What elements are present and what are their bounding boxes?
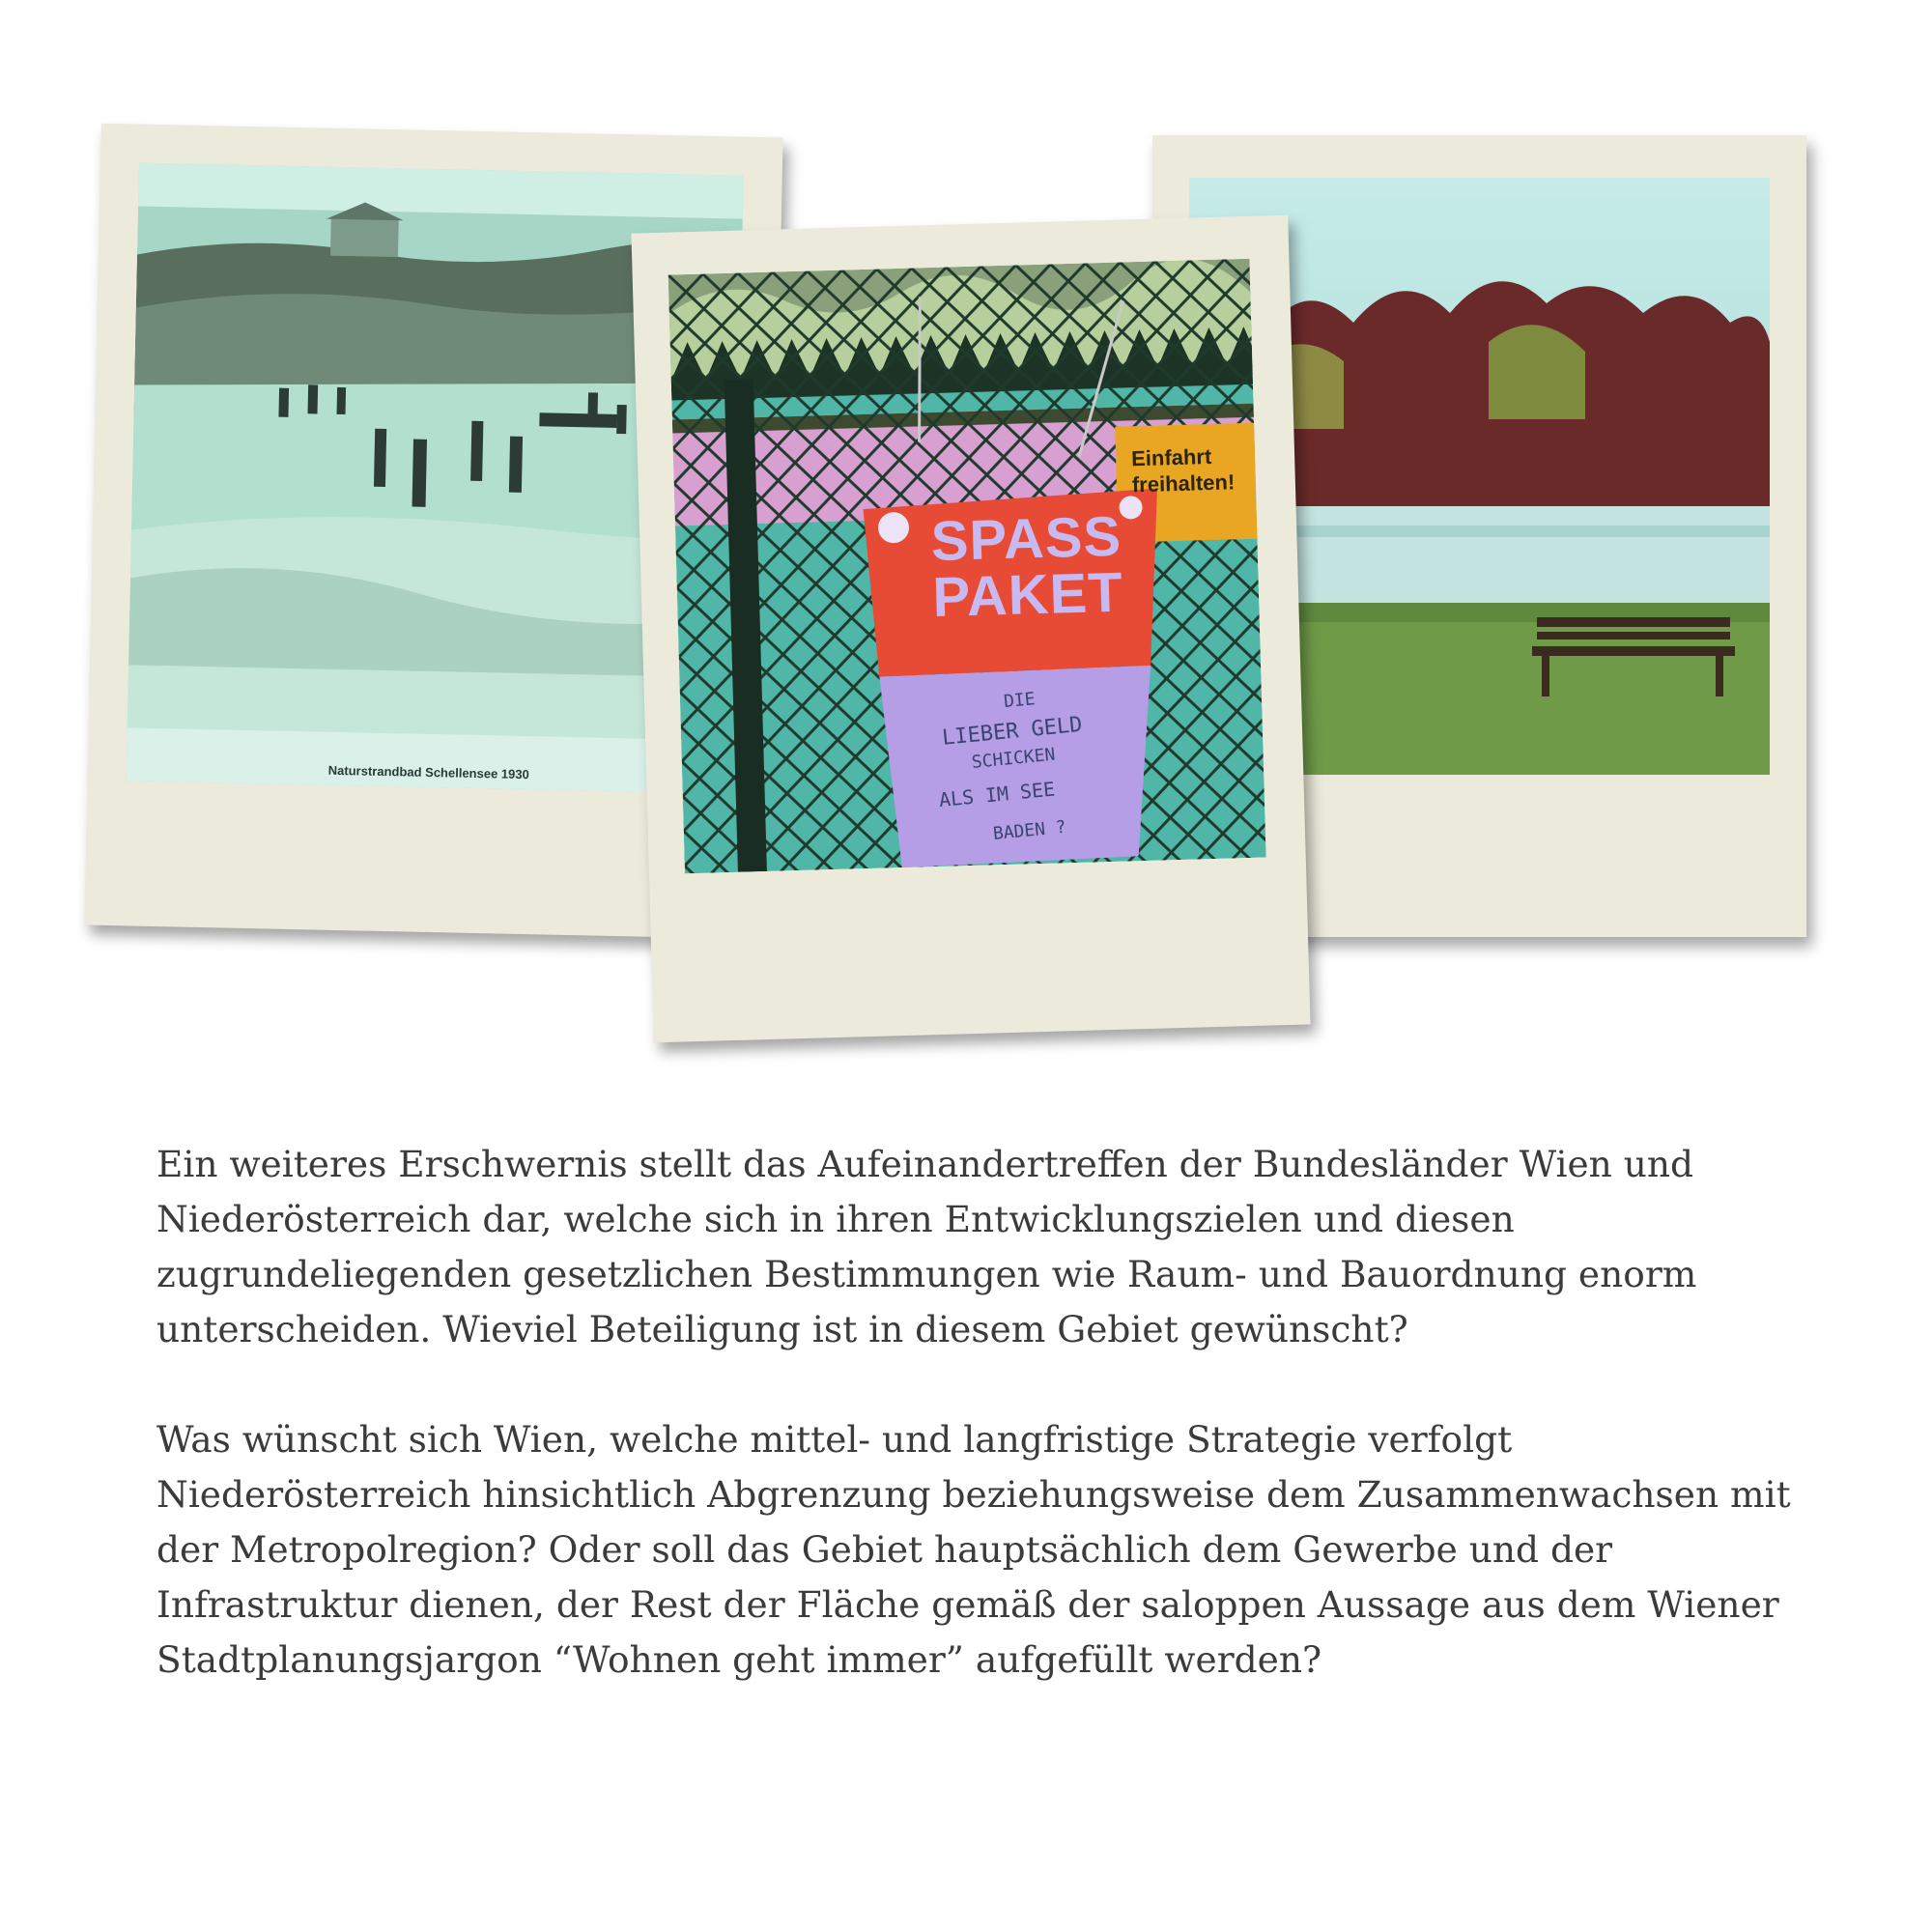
photo-fence-sign: [668, 259, 1266, 874]
handwritten-line: BADEN ?: [992, 816, 1067, 845]
handwritten-line: DIE: [1003, 689, 1037, 713]
sign-spass-paket: SPASS PAKET: [929, 504, 1124, 630]
body-paragraph: Ein weiteres Erschwernis stellt das Aufeinandertreffen der Bundesländer Wien und Niederösterreich dar, welche sich in ihren Entwicklungszielen und diesen zugrundeliegenden gesetzlichen Bestimmungen wie Raum- und Bauordnung enorm unterscheiden. Wieviel Beteiligung ist in diesem Gebiet gewünscht?: [156, 1143, 1697, 1350]
body-text: [156, 1137, 1818, 1688]
polaroid-fence-sign: [631, 215, 1310, 1043]
photo-caption: Naturstrandbad Schellensee 1930: [327, 762, 529, 782]
handwritten-line: SCHICKEN: [970, 744, 1057, 774]
handwritten-line: LIEBER GELD: [941, 712, 1084, 751]
body-paragraph: Was wünscht sich Wien, welche mittel- und langfristige Strategie verfolgt Niederösterreich hinsichtlich Abgrenzung beziehungsweise dem Zusammenwachsen mit der Metropolregion? Oder soll das Gebiet hauptsächlich dem Gewerbe und der Infrastruktur dienen, der Rest der Fläche gemäß der saloppen Aussage aus dem Wiener Stadtplanungsjargon “Wohnen geht immer” aufgefüllt werden?: [156, 1418, 1791, 1681]
handwritten-line: ALS IM SEE: [937, 777, 1057, 812]
sign-einfahrt: Einfahrt freihalten!: [1130, 443, 1236, 497]
